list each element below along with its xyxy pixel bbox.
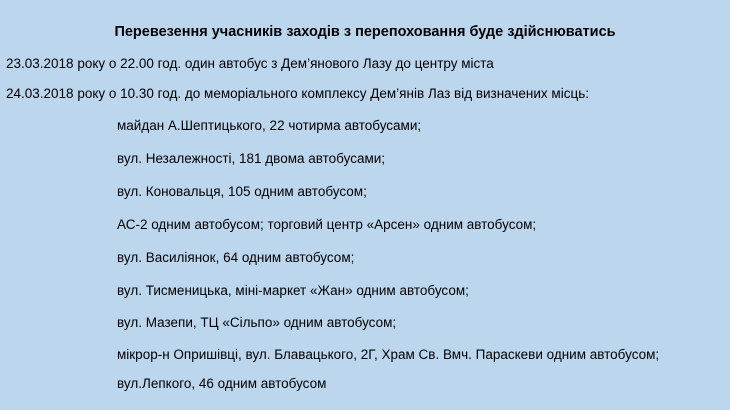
pickup-location-item: мікрор-н Опришівці, вул. Блавацького, 2Г, Храм Св. Вмч. Параскеви одним автобусом; bbox=[117, 347, 660, 362]
pickup-location-item: вул. Тисменицька, міні-маркет «Жан» одним автобусом; bbox=[117, 283, 469, 298]
schedule-line-march-23: 23.03.2018 року о 22.00 год. один автобус з Дем’янового Лазу до центру міста bbox=[6, 56, 494, 71]
pickup-location-item: вул. Незалежності, 181 двома автобусами; bbox=[117, 151, 386, 166]
pickup-location-item: вул. Мазепи, ТЦ «Сільпо» одним автобусом; bbox=[117, 315, 397, 330]
slide-title: Перевезення учасників заходів з перепоховання буде здійснюватись bbox=[114, 24, 616, 40]
pickup-location-item: майдан А.Шептицького, 22 чотирма автобусами; bbox=[117, 118, 422, 133]
pickup-location-item: вул. Василіянок, 64 одним автобусом; bbox=[117, 250, 355, 265]
pickup-location-item: вул. Коновальця, 105 одним автобусом; bbox=[117, 184, 367, 199]
pickup-location-item: вул.Лепкого, 46 одним автобусом bbox=[117, 376, 327, 391]
schedule-line-march-24: 24.03.2018 року о 10.30 год. до меморіального комплексу Дем’янів Лаз від визначених місць: bbox=[6, 86, 589, 101]
pickup-location-item: АС-2 одним автобусом; торговий центр «Арсен» одним автобусом; bbox=[117, 217, 537, 232]
